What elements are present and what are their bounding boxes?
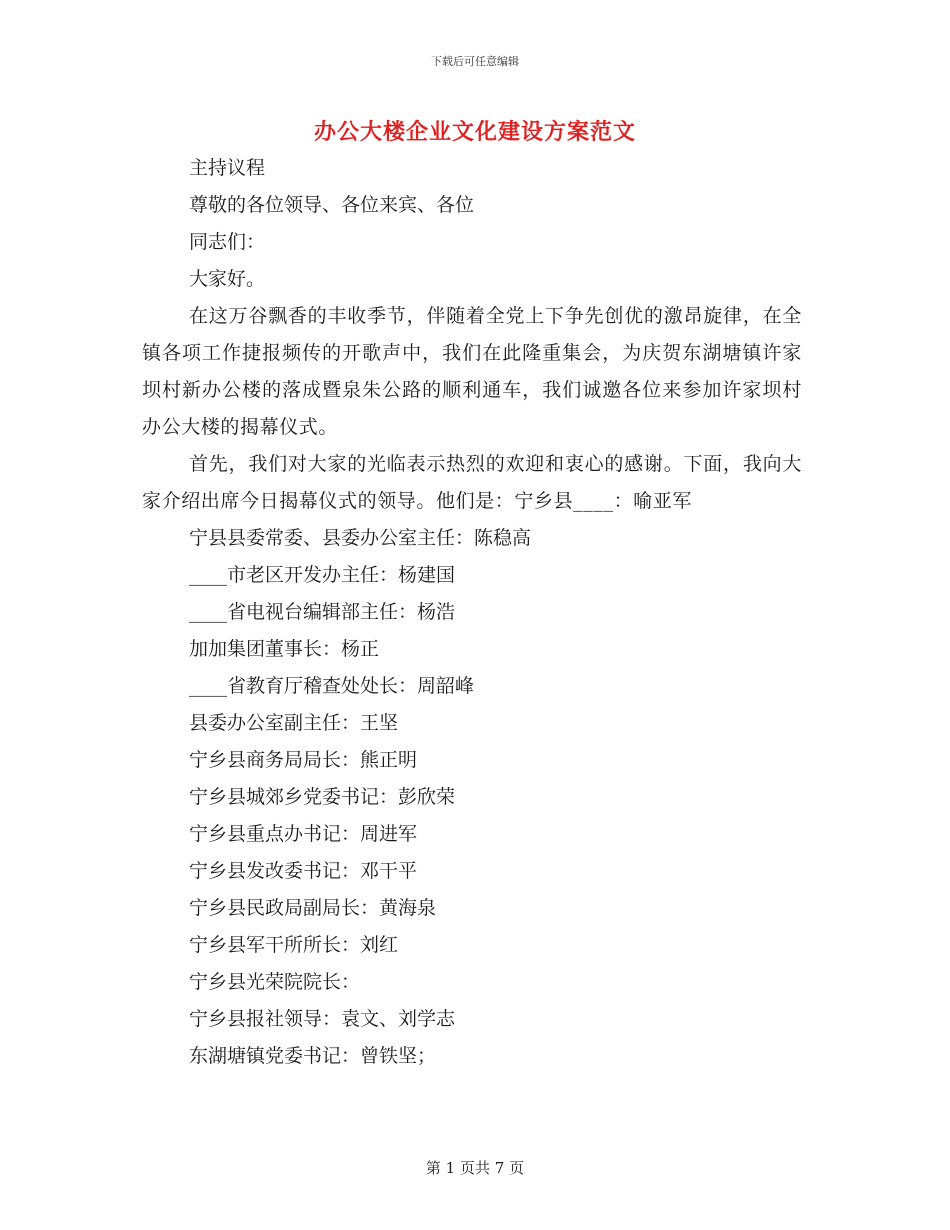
guest-list-item: 宁乡县城郊乡党委书记：彭欣荣 [189,786,456,808]
guest-list-item: 县委办公室副主任：王坚 [189,712,399,734]
guest-list-item: 宁乡县商务局局长：熊正明 [189,749,418,771]
guest-list-item: ____省电视台编辑部主任：杨浩 [189,601,456,623]
page-footer-number: 第 1 页共 7 页 [425,1159,525,1177]
document-title: 办公大楼企业文化建设方案范文 [313,119,636,145]
text-line: 主持议程 [189,157,266,179]
paragraph: 首先，我们对大家的光临表示热烈的欢迎和衷心的感谢。下面，我向大家介绍出席今日揭幕仪式的领导。他们是：宁乡县____：喻亚军 [142,453,802,512]
guest-list-item: 加加集团董事长：杨正 [189,638,380,660]
paragraph: 在这万谷飘香的丰收季节，伴随着全党上下争先创优的激昂旋律，在全镇各项工作捷报频传的开歌声中，我们在此隆重集会，为庆贺东湖塘镇许家坝村新办公楼的落成暨泉朱公路的顺利通车，我们诚邀各位来参加许家坝村办公大楼的揭幕仪式。 [142,305,802,438]
guest-list-item: 宁乡县报社领导：袁文、刘学志 [189,1008,456,1030]
text-line: 大家好。 [189,268,266,290]
guest-list-item: 宁县县委常委、县委办公室主任：陈稳高 [189,527,532,549]
guest-list-item: 东湖塘镇党委书记：曾铁坚； [189,1045,437,1067]
document-body [142,150,802,1075]
guest-list-item: 宁乡县重点办书记：周进军 [189,823,418,845]
guest-list [142,520,802,1075]
guest-list-item: 宁乡县发改委书记：邓干平 [189,860,418,882]
text-line: 尊敬的各位领导、各位来宾、各位 [189,194,475,216]
guest-list-item: 宁乡县军干所所长：刘红 [189,934,399,956]
guest-list-item: ____市老区开发办主任：杨建国 [189,564,456,586]
page-header-note: 下载后可任意编辑 [431,55,519,68]
guest-list-item: ____省教育厅稽查处处长：周韶峰 [189,675,475,697]
text-line: 同志们： [189,231,266,253]
guest-list-item: 宁乡县民政局副局长：黄海泉 [189,897,437,919]
guest-list-item: 宁乡县光荣院院长： [189,971,361,993]
